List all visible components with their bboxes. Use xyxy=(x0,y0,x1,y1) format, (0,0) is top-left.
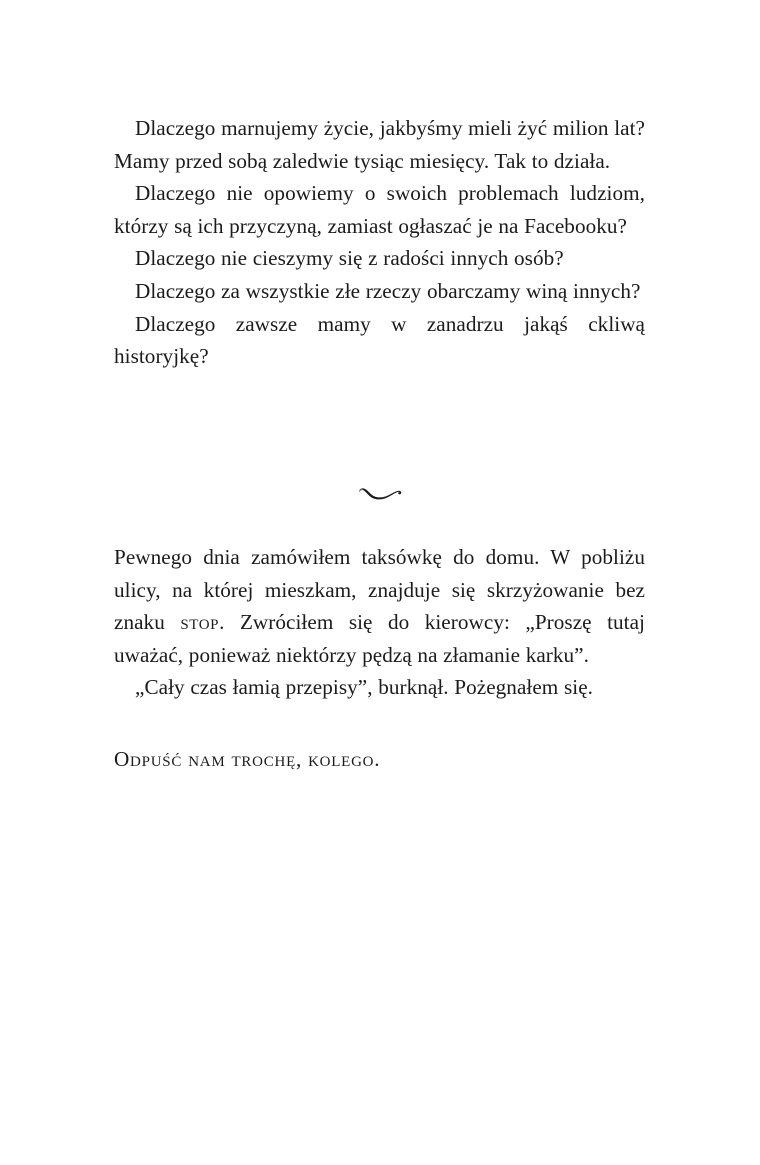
taxi-text-before-stop: Pewnego dnia zamówiłem taksówkę do domu. W pobliżu ulicy, na której mieszkam, znajduje się skrzyżowanie bez znaku xyxy=(114,545,645,635)
paragraph-driver-reply: „Cały czas łamią przepisy”, burknął. Pożegnałem się. xyxy=(135,675,593,700)
paragraph-why-blame-others: Dlaczego za wszystkie złe rzeczy obarczamy winą innych? xyxy=(135,278,641,303)
taxi-text-after-stop: . Zwróciłem się do kierowcy: „Proszę tutaj uważać, ponieważ niektórzy pędzą na złamanie karku”. xyxy=(114,610,645,667)
paragraph-why-not-happy-for-others: Dlaczego nie cieszymy się z radości innych osób? xyxy=(135,246,564,271)
closing-smallcaps-line: Odpuść nam trochę, kolego. xyxy=(114,747,381,771)
paragraph-why-not-tell-people: Dlaczego nie opowiemy o swoich problemach ludziom, którzy są ich przyczyną, zamiast ogłaszać je na Facebooku? xyxy=(114,181,645,238)
body-text-section-two xyxy=(114,541,645,704)
paragraph-why-sob-story: Dlaczego zawsze mamy w zanadrzu jakąś ckliwą historyjkę? xyxy=(114,311,645,369)
paragraph-why-we-waste-life: Dlaczego marnujemy życie, jakbyśmy mieli żyć milion lat? Mamy przed sobą zaledwie tysiąc miesięcy. Tak to działa. xyxy=(114,116,645,173)
body-text-section-one xyxy=(114,112,645,373)
stop-sign-smallcaps: stop xyxy=(180,610,220,635)
section-break-ornament xyxy=(0,465,760,525)
paragraph-taxi-anecdote xyxy=(114,541,645,671)
calligraphic-swash-icon xyxy=(357,483,403,507)
